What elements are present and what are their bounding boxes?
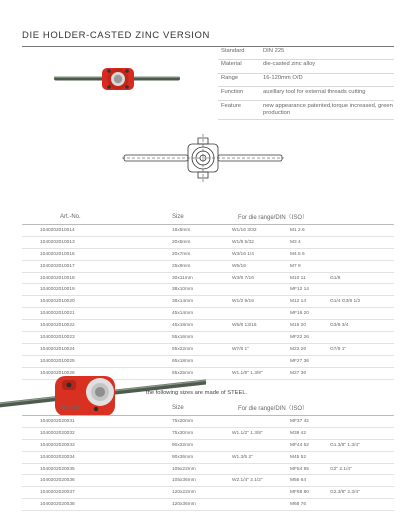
spec-value: new appearance patented,torque increased, green production	[263, 102, 393, 116]
spec-row	[218, 101, 394, 120]
cell-metric-range: M22 26	[290, 346, 306, 352]
cell-metric-range: M1 2.6	[290, 227, 305, 233]
technical-drawing	[118, 132, 288, 184]
table-row	[22, 499, 394, 511]
header-art-no: Art.-No.	[60, 213, 81, 220]
table-row	[22, 416, 394, 428]
size-table-steel	[22, 400, 394, 511]
cell-metric-range: MF16 20	[290, 311, 309, 317]
table-row	[22, 428, 394, 440]
cell-pipe-range: G2.3/8" 2.3/4"	[330, 490, 360, 496]
cell-imperial-range: W2.1/4" 2.1/2"	[232, 478, 263, 484]
spec-row	[218, 87, 394, 101]
table-row	[22, 296, 394, 308]
cell-size: 120x36mm	[172, 502, 196, 508]
cell-art-no: 1040202010019	[40, 287, 75, 293]
cell-pipe-range: G1/4 G3/8 1/2	[330, 299, 361, 305]
cell-imperial-range: W1/2 9/16	[232, 299, 254, 305]
cell-art-no: 1040202010016	[40, 251, 75, 257]
cell-pipe-range: G7/8 1"	[330, 346, 347, 352]
cell-metric-range: MF22 26	[290, 334, 309, 340]
cell-art-no: 1040202010020	[40, 299, 75, 305]
header-art-no: Art.-No.	[60, 404, 81, 411]
cell-pipe-range: G1/8	[330, 275, 341, 281]
cell-metric-range: MF37 42	[290, 418, 309, 424]
table-row	[22, 452, 394, 464]
cell-imperial-range: W1.1/2" 1.3/8"	[232, 430, 263, 436]
table-header	[22, 209, 394, 225]
cell-size: 105x36mm	[172, 478, 196, 484]
cell-size: 38x14mm	[172, 299, 194, 305]
steel-note: the following sizes are made of STEEL.	[146, 390, 248, 396]
table-row	[22, 487, 394, 499]
table-header	[22, 400, 394, 416]
cell-art-no: 1040202020034	[40, 454, 75, 460]
header-size: Size	[172, 404, 184, 411]
cell-art-no: 1040202020036	[40, 478, 75, 484]
cell-metric-range: M7 9	[290, 263, 301, 269]
table-row	[22, 273, 394, 285]
cell-size: 55x16mm	[172, 334, 194, 340]
cell-art-no: 1040202010017	[40, 263, 75, 269]
cell-size: 105x22mm	[172, 466, 196, 472]
spec-key: Range	[221, 75, 239, 82]
cell-imperial-range: W1.3/5 2"	[232, 454, 253, 460]
table-row	[22, 440, 394, 452]
cell-size: 65x25mm	[172, 370, 194, 376]
cell-metric-range: MF44 52	[290, 442, 309, 448]
cell-size: 30x11mm	[172, 275, 193, 281]
page-title: DIE HOLDER-CASTED ZINC VERSION	[22, 30, 394, 47]
cell-metric-range: M68 76	[290, 502, 306, 508]
cell-metric-range: MF54 65	[290, 466, 309, 472]
spec-value: 16-120mm O/D	[263, 75, 303, 82]
spec-list	[218, 46, 394, 120]
table-row	[22, 475, 394, 487]
cell-pipe-range: G3/8 3/4	[330, 323, 349, 329]
cell-size: 75x30mm	[172, 430, 194, 436]
spec-value: die-casted zinc alloy	[263, 61, 316, 68]
cell-imperial-range: W1/8 5/32	[232, 239, 254, 245]
cell-size: 45x14mm	[172, 311, 194, 317]
cell-size: 75x20mm	[172, 418, 194, 424]
spec-value: auxillary tool for external threads cutting	[263, 88, 366, 95]
cell-art-no: 1040202020031	[40, 418, 75, 424]
spec-key: Standard	[221, 47, 245, 54]
cell-metric-range: MF27 36	[290, 358, 309, 364]
spec-row	[218, 46, 394, 60]
cell-art-no: 1040202010013	[40, 239, 75, 245]
table-row	[22, 308, 394, 320]
spec-row	[218, 74, 394, 88]
cell-art-no: 1040202020037	[40, 490, 75, 496]
cell-metric-range: MF68 80	[290, 490, 309, 496]
table-row	[22, 225, 394, 237]
cell-size: 90x36mm	[172, 454, 194, 460]
cell-imperial-range: W7/8 1"	[232, 346, 249, 352]
spec-key: Feature	[221, 102, 241, 109]
table-row	[22, 284, 394, 296]
cell-imperial-range: W5/8 13/16	[232, 323, 257, 329]
cell-art-no: 1040202010024	[40, 346, 75, 352]
cell-size: 65x18mm	[172, 358, 194, 364]
cell-metric-range: M10 11	[290, 275, 306, 281]
cell-metric-range: M3 4	[290, 239, 301, 245]
cell-art-no: 1040202020033	[40, 442, 75, 448]
cell-size: 16x5mm	[172, 227, 191, 233]
cell-art-no: 1040202020038	[40, 502, 75, 508]
size-table-zinc	[22, 209, 394, 380]
header-die-range: For die range/DIN（ISO）	[238, 406, 309, 412]
header-die-range: For die range/DIN（ISO）	[238, 215, 309, 221]
cell-art-no: 1040202010026	[40, 370, 75, 376]
cell-imperial-range: W5/16	[232, 263, 246, 269]
cell-art-no: 1040202010014	[40, 227, 75, 233]
cell-size: 20x7mm	[172, 251, 191, 257]
table-row	[22, 332, 394, 344]
cell-imperial-range: W1.1/8" 1.3/8"	[232, 370, 263, 376]
cell-size: 120x22mm	[172, 490, 196, 496]
cell-art-no: 1040202010023	[40, 334, 75, 340]
spec-value: DIN 225	[263, 47, 285, 54]
cell-art-no: 1040202010021	[40, 311, 75, 317]
cell-metric-range: M12 14	[290, 299, 306, 305]
table-row	[22, 261, 394, 273]
cell-metric-range: M45 52	[290, 454, 306, 460]
cell-art-no: 1040202010022	[40, 323, 75, 329]
cell-size: 45x18mm	[172, 323, 194, 329]
cell-imperial-range: W3/16 1/4	[232, 251, 254, 257]
cell-imperial-range: W3/8 7/16	[232, 275, 254, 281]
cell-size: 90x22mm	[172, 442, 194, 448]
table-row	[22, 237, 394, 249]
cell-metric-range: M16 20	[290, 323, 306, 329]
cell-metric-range: M56 64	[290, 478, 306, 484]
table-row	[22, 344, 394, 356]
table-row	[22, 320, 394, 332]
cell-pipe-range: G2" 2.1/4"	[330, 466, 352, 472]
cell-metric-range: MF12 14	[290, 287, 309, 293]
cell-art-no: 1040202010018	[40, 275, 75, 281]
spec-key: Material	[221, 61, 242, 68]
spec-row	[218, 60, 394, 74]
cell-pipe-range: G1.3/8" 1.3/4"	[330, 442, 360, 448]
cell-metric-range: M39 42	[290, 430, 306, 436]
die-holder-photo	[52, 58, 182, 100]
cell-art-no: 1040202010025	[40, 358, 75, 364]
cell-art-no: 1040202020035	[40, 466, 75, 472]
cell-size: 55x22mm	[172, 346, 194, 352]
table-row	[22, 464, 394, 476]
cell-imperial-range: W1/16 3/32	[232, 227, 257, 233]
cell-size: 25x9mm	[172, 263, 191, 269]
cell-size: 38x10mm	[172, 287, 194, 293]
cell-size: 20x5mm	[172, 239, 191, 245]
header-size: Size	[172, 213, 184, 220]
cell-metric-range: M4.5 6	[290, 251, 305, 257]
spec-key: Function	[221, 88, 244, 95]
table-row	[22, 249, 394, 261]
cell-metric-range: M27 36	[290, 370, 306, 376]
cell-art-no: 1040202020032	[40, 430, 75, 436]
